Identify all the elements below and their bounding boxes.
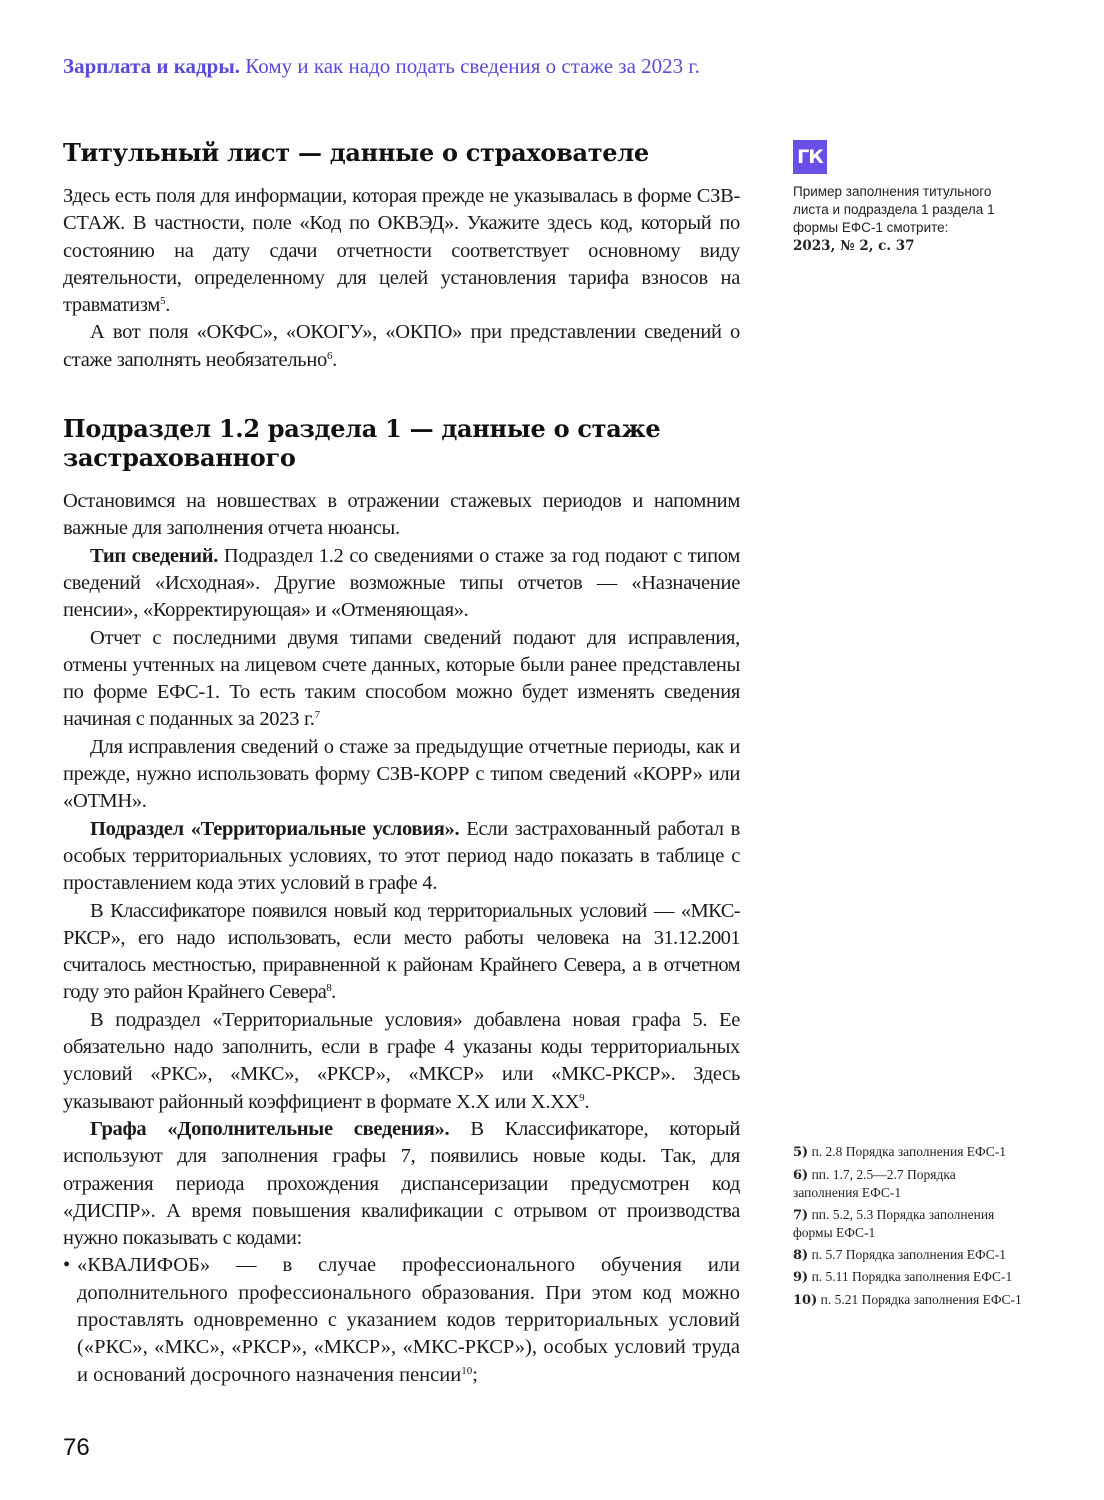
footnote: 10) п. 5.21 Порядка заполнения ЕФС-1 (793, 1291, 1022, 1308)
sidebar-note-ref: 2023, № 2, с. 37 (793, 238, 915, 254)
footnote: 7) пп. 5.2, 5.3 Порядка заполнения формы ЕФС-1 (793, 1206, 995, 1240)
sidebar-note (793, 183, 1023, 255)
paragraph: Графа «Дополнительные сведения». В Классификаторе, который используют для заполнения графы 7, появились новые коды. Так, для отражения периода прохождения диспансеризации предусмотрен код «ДИСПР». А время повышения квалификации с отрывом от производства нужно показывать с кодами: (63, 1117, 740, 1250)
paragraph: В Классификаторе появился новый код территориальных условий — «МКС-РКСР», его надо использовать, если место работы человека на 31.12.2001 считалось местностью, приравненной к районам Крайнего Севера, а в отчетном году это район Крайнего Севера$^8$. (63, 899, 740, 1004)
page-number: 76 (63, 1434, 90, 1461)
heading-subsection: Подраздел 1.2 раздела 1 — данные о стаже застрахованного (63, 414, 661, 473)
footnote: 9) п. 5.11 Порядка заполнения ЕФС-1 (793, 1269, 1013, 1285)
header-section: Зарплата и кадры. (63, 54, 241, 78)
paragraph: Отчет с последними двумя типами сведений подают для исправления, отмены учтенных на лицевом счете данных, которые были ранее представлены по форме ЕФС-1. То есть таким способом можно будет изменять сведения начиная с поданных за 2023 г.$^7$ (63, 626, 740, 731)
paragraph: Тип сведений. Подраздел 1.2 со сведениями о стаже за год подают с типом сведений «Исходная». Другие возможные типы отчетов — «Назначение пенсии», «Корректирующая» и «Отменяющая». (63, 544, 740, 622)
paragraph: Здесь есть поля для информации, которая прежде не указывалась в форме СЗВ-СТАЖ. В частности, поле «Код по ОКВЭД». Укажите здесь код, который по состоянию на дату сдачи отчетности соответствует основному виду деятельности, определенному для целей установления тарифа взносов на травматизм$^5$. (63, 185, 740, 317)
list-item: • «КВАЛИФОБ» — в случае профессионального обучения или дополнительного профессионального образования. При этом код можно проставлять одновременно с указанием кодов территориальных условий («РКС», «МКС», «РКСР», «МКСР», «МКС-РКСР»), особых условий труда и оснований досрочного назначения пенсии$^{10}$; (63, 1252, 740, 1388)
footnote: 8) п. 5.7 Порядка заполнения ЕФС-1 (793, 1246, 1006, 1263)
footnotes (793, 1143, 1023, 1313)
heading-title-page: Титульный лист — данные о страхователе (63, 138, 649, 167)
footnote: 6) пп. 1.7, 2.5—2.7 Порядка заполнения ЕФС-1 (793, 1166, 956, 1200)
sidebar-note-text: Пример заполнения титульного листа и подраздела 1 раздела 1 формы ЕФС-1 смотрите: (793, 184, 995, 235)
paragraph: Остановимся на новшествах в отражении стажевых периодов и напомним важные для заполнения отчета нюансы. (63, 490, 740, 540)
header-title: Кому и как надо подать сведения о стаже за 2023 г. (245, 54, 700, 78)
magazine-logo-icon: ГК (793, 140, 827, 174)
paragraph: Для исправления сведений о стаже за предыдущие отчетные периоды, как и прежде, нужно использовать форму СЗВ-КОРР с типом сведений «КОРР» или «ОТМН». (63, 735, 740, 813)
paragraph: В подраздел «Территориальные условия» добавлена новая графа 5. Ее обязательно надо заполнить, если в графе 4 указаны коды территориальных условий «РКС», «МКС», «РКСР», «МКСР» или «МКС-РКСР». Здесь указывают районный коэффициент в формате Х.Х или $Х.ХХ^9$. (63, 1008, 740, 1113)
paragraph: А вот поля «ОКФС», «ОКОГУ», «ОКПО» при представлении сведений о стаже заполнять необязательно$^6$. (63, 321, 740, 371)
paragraph: Подраздел «Территориальные условия». Если застрахованный работал в особых территориальных условиях, то этот период надо показать в таблице с проставлением кода этих условий в графе 4. (63, 817, 741, 895)
footnote: 5) п. 2.8 Порядка заполнения ЕФС-1 (793, 1144, 1006, 1160)
bullet-list (63, 1252, 740, 1388)
main-column (63, 138, 740, 1389)
running-header (63, 54, 700, 79)
